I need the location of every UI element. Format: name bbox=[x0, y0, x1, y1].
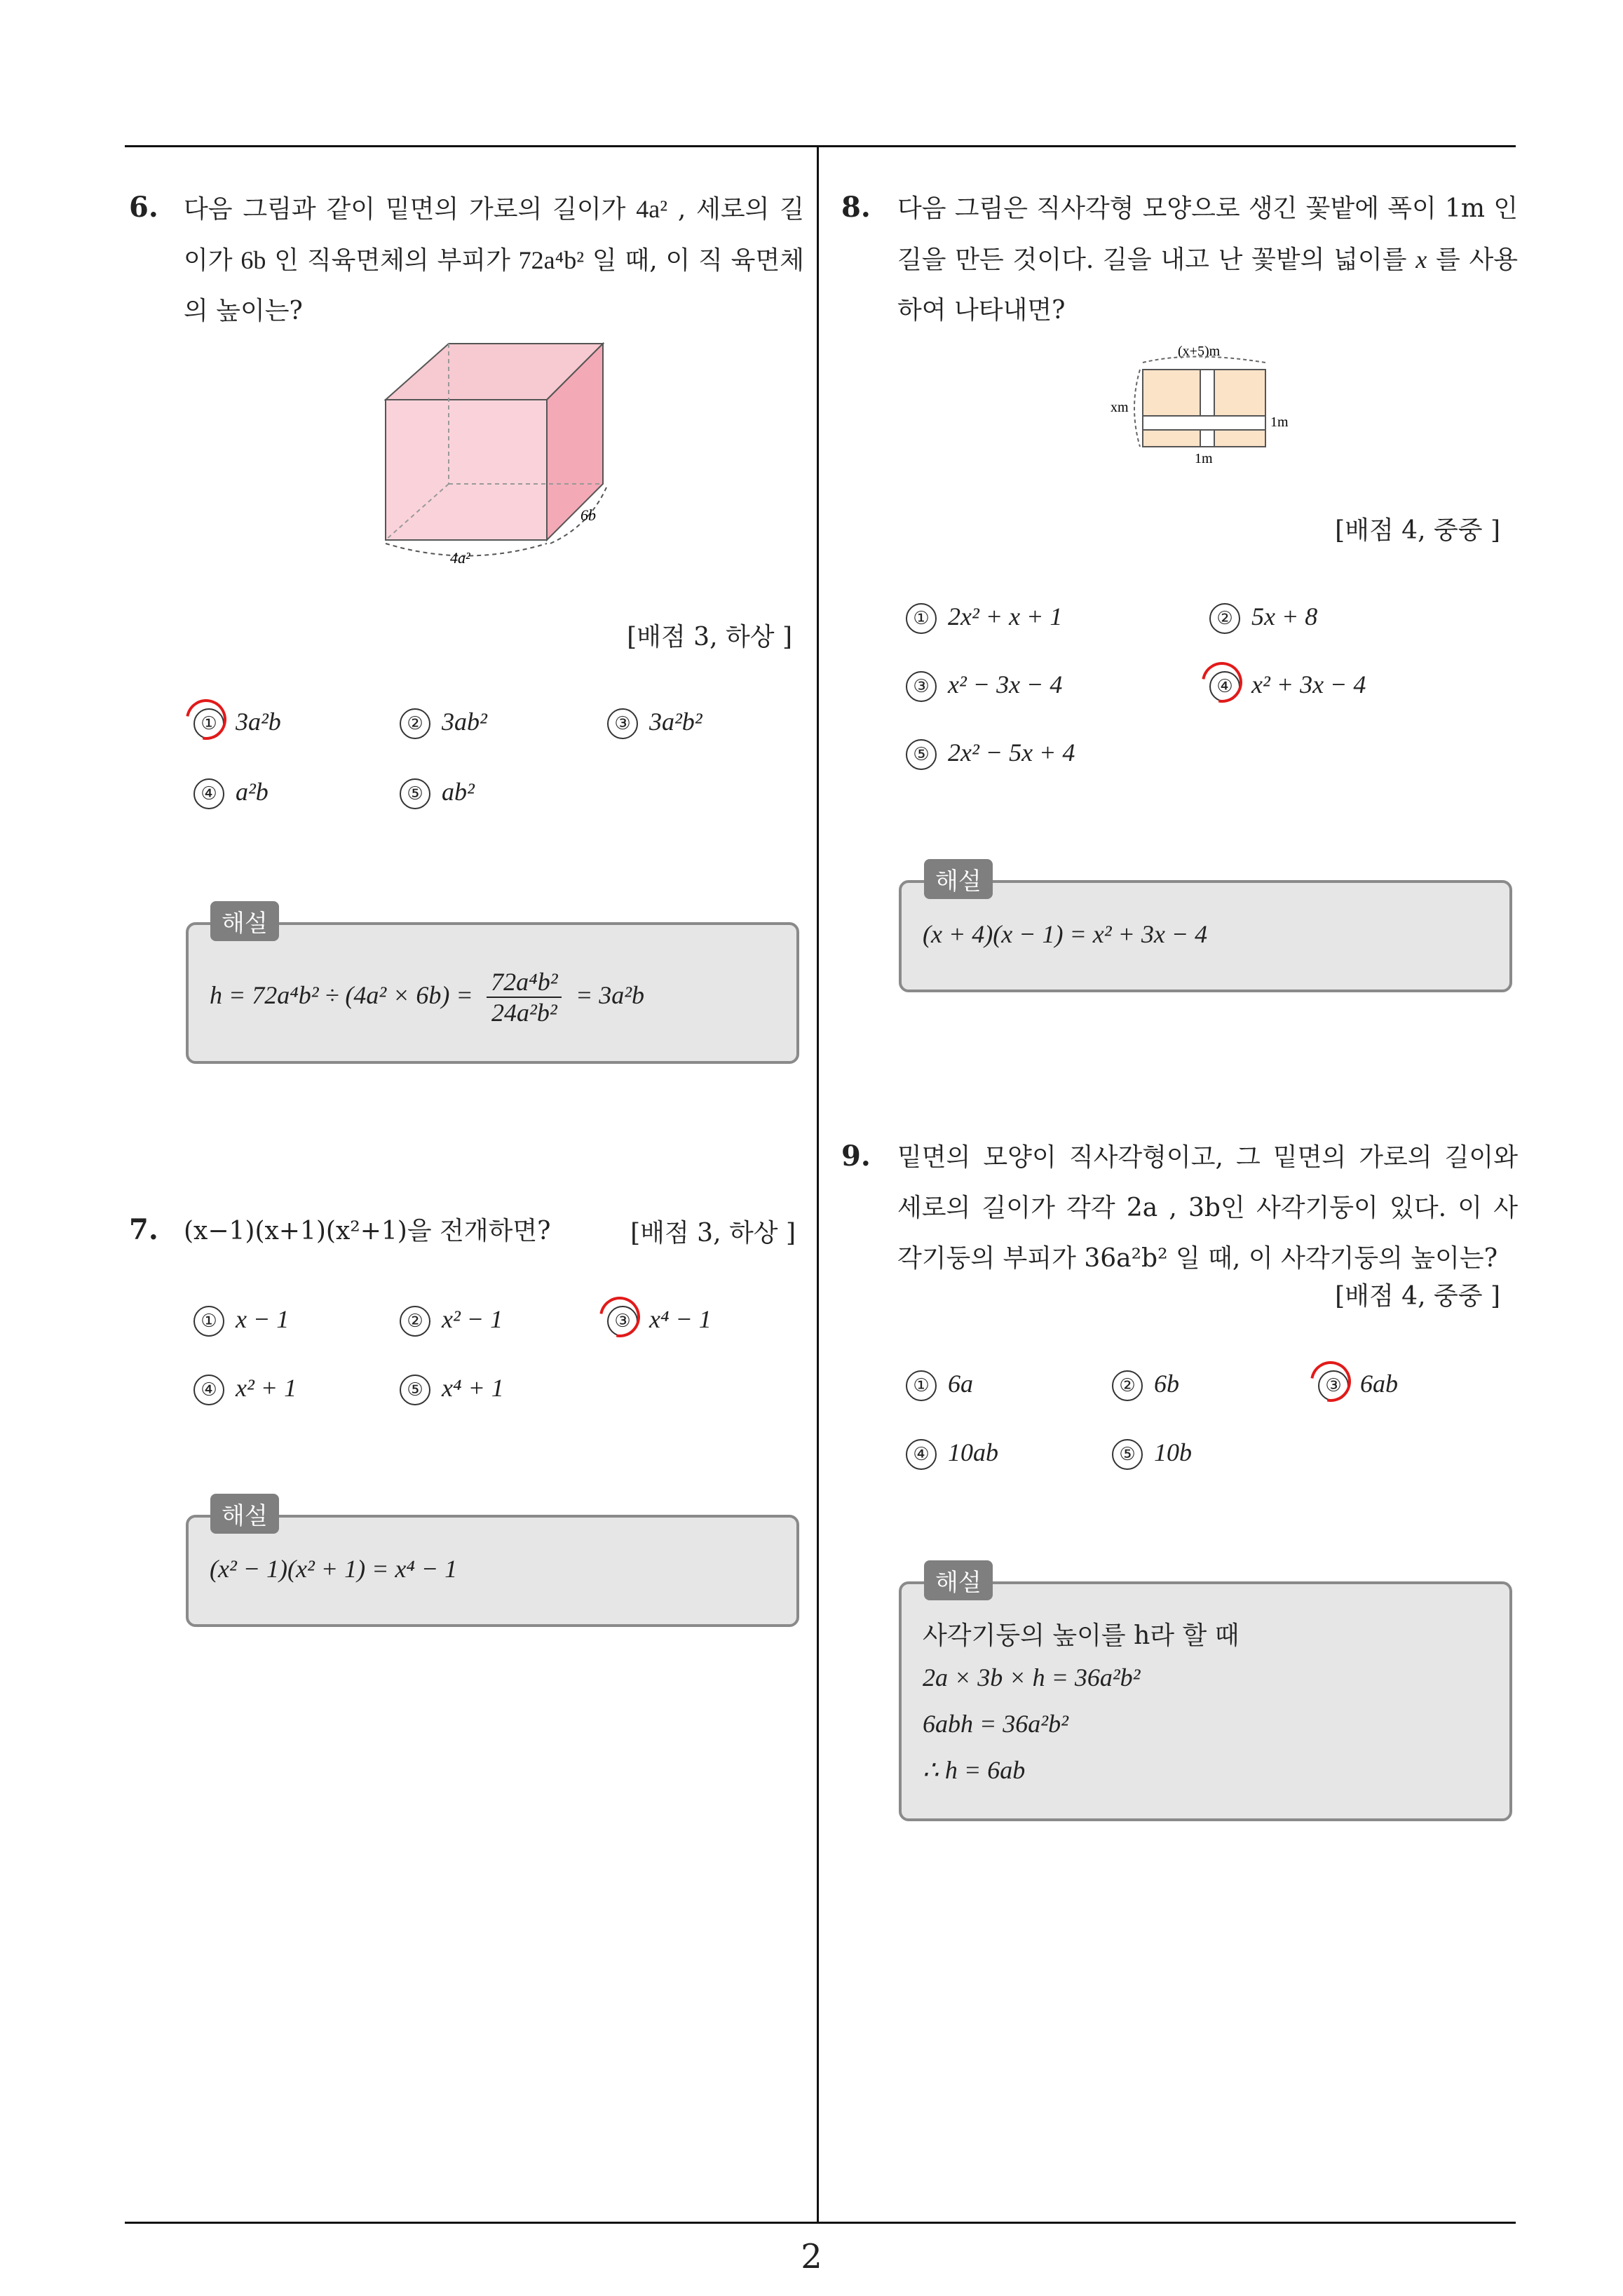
garden-label-top: (x+5)m bbox=[1178, 344, 1221, 359]
garden-label-bottom: 1m bbox=[1195, 451, 1213, 466]
cuboid-label-width: 6b bbox=[580, 506, 596, 524]
q6-solution-fraction: $\frac{\text{72a⁴b²}}{\text{24a²b²}}$ bbox=[487, 967, 562, 1027]
q6-choice-3[interactable]: ③ 3a²b² bbox=[607, 707, 702, 739]
q7-solution: (x² − 1)(x² + 1) = x⁴ − 1 bbox=[210, 1555, 458, 1583]
q8-text-2: 인 길을 만든 것이다. 길을 내고 난 꽃밭의 넓이를 bbox=[897, 194, 1518, 274]
q6-text-2: , 세로의 bbox=[677, 195, 770, 224]
question-6-score: [배점 3, 하상 ] bbox=[627, 623, 792, 651]
garden-label-left: xm bbox=[1111, 400, 1129, 415]
cuboid-figure bbox=[372, 337, 610, 575]
question-6-number: 6. bbox=[129, 191, 158, 224]
q9-solution-line-1: 사각기둥의 높이를 h라 할 때 bbox=[923, 1621, 1240, 1650]
q9-text-3: 각기둥의 부피가 36a²b² 일 때, 이 사각기둥의 높이는? bbox=[897, 1244, 1498, 1273]
q9-choice-4[interactable]: ④ 10ab bbox=[906, 1438, 998, 1470]
q6-solution-box bbox=[186, 922, 799, 1064]
question-6-text bbox=[184, 184, 804, 337]
q8-text-1: 다음 그림은 직사각형 모양으로 생긴 꽃밭에 폭이 1m bbox=[897, 194, 1485, 223]
q6-solution-tag: 해설 bbox=[210, 901, 279, 941]
q9-choice-1[interactable]: ① 6a bbox=[906, 1369, 973, 1401]
q9-choice-5[interactable]: ⑤ 10b bbox=[1112, 1438, 1192, 1470]
q6-solution: h = 72a⁴b² ÷ (4a² × 6b) = $\frac{\text{72a⁴b²}}{\text{24a²b²}}$ = 3a²b bbox=[210, 968, 645, 1027]
column-divider bbox=[817, 145, 819, 2223]
q8-solution: (x + 4)(x − 1) = x² + 3x − 4 bbox=[923, 920, 1208, 948]
garden-label-right: 1m bbox=[1270, 414, 1289, 430]
q9-text-2: 세로의 길이가 각각 2a , 3b인 사각기둥이 있다. 이 사 bbox=[897, 1194, 1518, 1222]
q8-choice-1[interactable]: ① 2x² + x + 1 bbox=[906, 602, 1062, 634]
q6-answer-mark bbox=[178, 691, 235, 748]
q9-answer-mark bbox=[1303, 1353, 1359, 1410]
q8-choice-5[interactable]: ⑤ 2x² − 5x + 4 bbox=[906, 738, 1075, 770]
q6-choice-2[interactable]: ② 3ab² bbox=[400, 707, 487, 739]
q6-text-5: 일 때, 이 직 bbox=[592, 246, 723, 275]
q9-choice-3[interactable]: ③ 6ab bbox=[1318, 1369, 1398, 1401]
q8-text-var: x bbox=[1415, 245, 1427, 274]
q9-text-1: 밑면의 모양이 직사각형이고, 그 밑면의 가로의 길이와 bbox=[897, 1143, 1518, 1172]
bottom-rule bbox=[125, 2222, 1516, 2224]
q7-choice-1[interactable]: ① x − 1 bbox=[193, 1304, 289, 1337]
question-7-text: (x−1)(x+1)(x²+1)을 전개하면? bbox=[184, 1217, 551, 1245]
question-8-score: [배점 4, 중중 ] bbox=[1335, 516, 1500, 545]
q7-choice-4[interactable]: ④ x² + 1 bbox=[193, 1373, 297, 1405]
q9-solution-line-4: ∴ h = 6ab bbox=[923, 1756, 1026, 1784]
garden-figure bbox=[1108, 340, 1318, 466]
q9-solution-tag: 해설 bbox=[924, 1560, 993, 1600]
q8-solution-tag: 해설 bbox=[924, 859, 993, 899]
q6-text-3: 길이가 bbox=[184, 195, 804, 275]
q6-math-vol: 72a⁴b² bbox=[518, 246, 584, 274]
q9-solution-line-2: 2a × 3b × h = 36a²b² bbox=[923, 1663, 1141, 1691]
q6-math-6b: 6b bbox=[240, 246, 266, 274]
question-9-number: 9. bbox=[841, 1140, 871, 1173]
q8-choice-3[interactable]: ③ x² − 3x − 4 bbox=[906, 670, 1062, 702]
q9-choice-2[interactable]: ② 6b bbox=[1112, 1369, 1179, 1401]
cuboid-label-length: 4a² bbox=[450, 549, 470, 567]
question-7-number: 7. bbox=[129, 1213, 158, 1246]
question-8-number: 8. bbox=[841, 191, 871, 224]
page-number: 2 bbox=[801, 2237, 822, 2276]
q6-math-a2: 4a² bbox=[636, 195, 668, 223]
q7-choice-3[interactable]: ③ x⁴ − 1 bbox=[607, 1304, 712, 1337]
q7-solution-box bbox=[186, 1515, 799, 1627]
q7-answer-mark bbox=[592, 1289, 648, 1346]
question-7-score: [배점 3, 하상 ] bbox=[630, 1219, 796, 1248]
q7-choice-2[interactable]: ② x² − 1 bbox=[400, 1304, 503, 1337]
question-9-text bbox=[897, 1133, 1518, 1284]
q7-solution-tag: 해설 bbox=[210, 1494, 279, 1534]
question-8-text bbox=[897, 184, 1518, 336]
q9-solution-line-3: 6abh = 36a²b² bbox=[923, 1710, 1068, 1738]
q8-answer-mark bbox=[1194, 654, 1251, 711]
q6-choice-5[interactable]: ⑤ ab² bbox=[400, 777, 475, 809]
question-9-score: [배점 4, 중중 ] bbox=[1335, 1282, 1500, 1311]
q6-text-4: 인 직육면체의 부피가 bbox=[274, 246, 510, 275]
q9-solution-box bbox=[899, 1581, 1512, 1821]
q6-choice-1[interactable]: ① 3a²b bbox=[193, 707, 281, 739]
top-rule bbox=[125, 145, 1516, 147]
q6-choice-4[interactable]: ④ a²b bbox=[193, 777, 269, 809]
q8-choice-4[interactable]: ④ x² + 3x − 4 bbox=[1209, 670, 1366, 702]
q6-text-1: 다음 그림과 같이 밑면의 가로의 길이가 bbox=[184, 195, 626, 224]
q8-choice-2[interactable]: ② 5x + 8 bbox=[1209, 602, 1317, 634]
q8-text-3: 를 사용하여 나타내면? bbox=[897, 245, 1518, 325]
q7-choice-5[interactable]: ⑤ x⁴ + 1 bbox=[400, 1373, 504, 1405]
q6-text-6: 육면체의 높이는? bbox=[184, 246, 804, 325]
